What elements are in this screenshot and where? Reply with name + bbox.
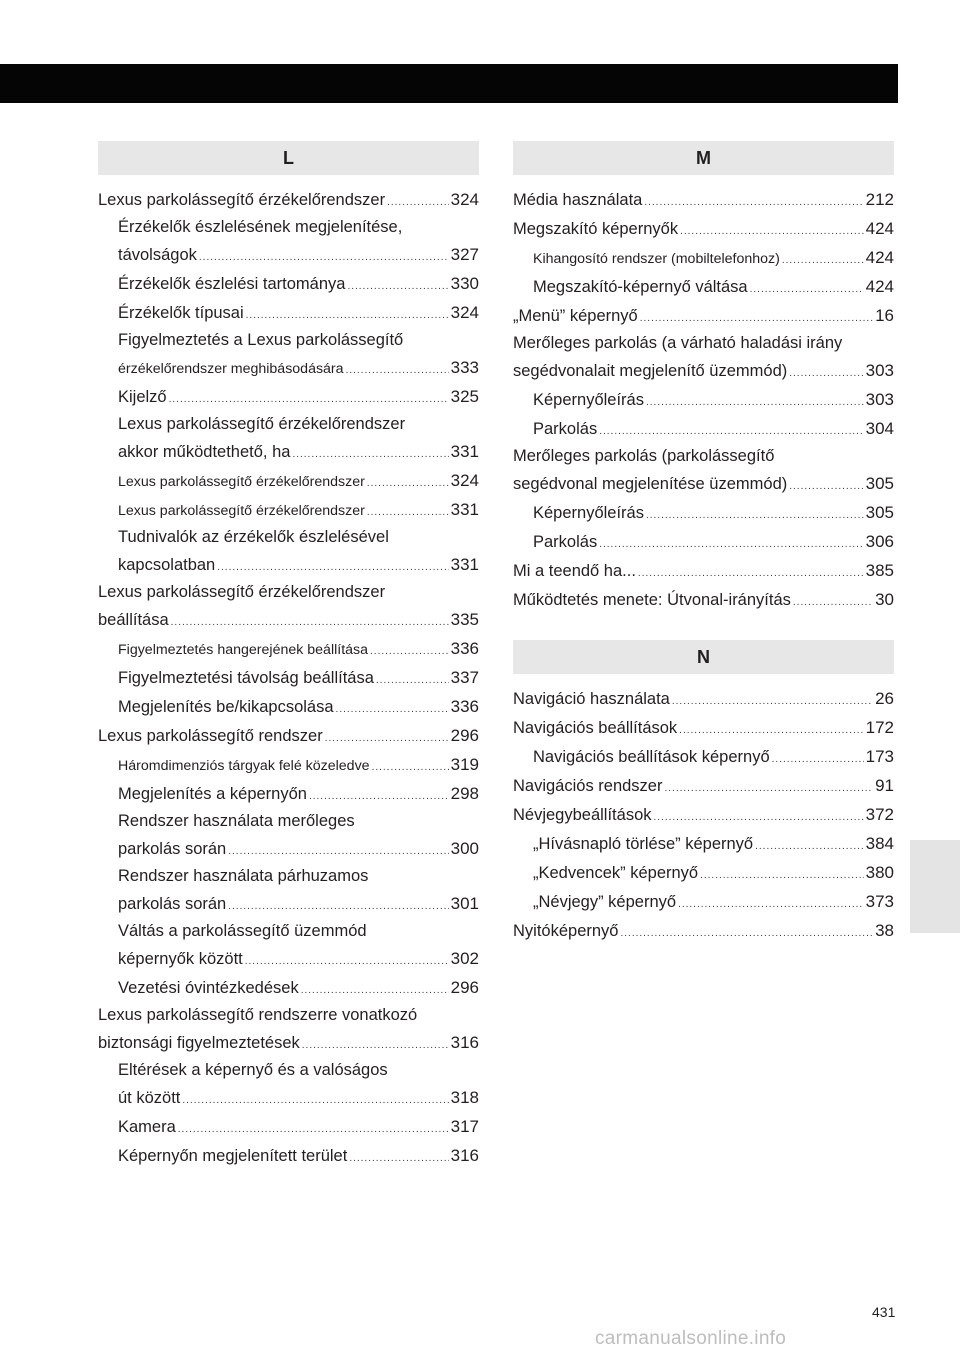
index-subentry [98, 298, 479, 327]
entry-page-number: 424 [865, 277, 894, 296]
entry-page-number: 303 [865, 361, 894, 380]
leader-dots [370, 637, 449, 666]
entry-page-number: 306 [865, 532, 894, 551]
leader-dots [789, 359, 863, 388]
index-entry [98, 721, 479, 750]
leader-dots [599, 417, 863, 446]
entry-page-number: 327 [450, 245, 479, 264]
entry-row [118, 1083, 479, 1112]
entry-text-line: Eltérések a képernyő és a valóságos [118, 1061, 388, 1079]
entry-row [118, 944, 479, 973]
index-subentry [98, 1112, 479, 1141]
entry-page-number: 38 [875, 921, 894, 940]
top-header-bar [0, 64, 898, 103]
index-entry [513, 214, 894, 243]
entry-page-number: 330 [450, 274, 479, 293]
entry-page-number: 173 [865, 747, 894, 766]
entry-label: Média használata [513, 191, 643, 209]
leader-dots [387, 188, 449, 217]
entry-page-number: 91 [875, 776, 894, 795]
entry-row [118, 634, 479, 663]
entry-text-line: Lexus parkolássegítő érzékelőrendszer [118, 415, 406, 433]
entry-label: parkolás során [118, 840, 227, 858]
leader-dots [346, 356, 449, 385]
entry-page-number: 324 [450, 190, 479, 209]
entry-label: képernyők között [118, 950, 243, 968]
entry-label: Navigáció használata [513, 690, 670, 708]
index-subentry [98, 524, 479, 579]
leader-dots [654, 803, 864, 832]
entry-text-line: Váltás a parkolássegítő üzemmód [118, 922, 367, 940]
entry-label: Parkolás [533, 533, 598, 551]
entry-label: biztonsági figyelmeztetések [98, 1034, 300, 1052]
entry-label: kapcsolatban [118, 556, 216, 574]
entry-label: Parkolás [533, 420, 598, 438]
letter-header-l: L [98, 141, 479, 175]
index-entry [513, 771, 894, 800]
entry-label: Kihangosító rendszer (mobiltelefonhoz) [533, 251, 780, 267]
entry-row [533, 887, 894, 916]
entry-row [98, 1028, 479, 1057]
leader-dots [309, 782, 449, 811]
entry-page-number: 212 [865, 190, 894, 209]
index-entry [98, 185, 479, 214]
entry-row [118, 437, 479, 466]
leader-dots [793, 588, 873, 617]
leader-dots [245, 947, 449, 976]
entry-page-number: 331 [450, 442, 479, 461]
index-entry [98, 1002, 479, 1057]
index-subentry [513, 742, 894, 771]
entry-page-number: 337 [450, 668, 479, 687]
entry-row [513, 585, 894, 614]
leader-dots [169, 385, 449, 414]
index-subentry [98, 269, 479, 298]
entry-label: Figyelmeztetési távolság beállítása [118, 669, 374, 687]
entry-page-number: 331 [450, 500, 479, 519]
index-subentry [98, 750, 479, 779]
entry-row [533, 272, 894, 301]
entry-label: Nyitóképernyő [513, 922, 619, 940]
index-subentry [98, 663, 479, 692]
entry-page-number: 30 [875, 590, 894, 609]
entry-row [513, 771, 894, 800]
entry-row [513, 713, 894, 742]
entry-label: „Hívásnapló törlése” képernyő [533, 835, 754, 853]
letter-header-n: N [513, 640, 894, 674]
entry-row [513, 356, 894, 385]
entry-label: Navigációs beállítások [513, 719, 678, 737]
entry-label: Megjelenítés a képernyőn [118, 785, 307, 803]
index-subentry [98, 918, 479, 973]
watermark: carmanualsonline.info [595, 1328, 787, 1349]
entry-row [98, 605, 479, 634]
entry-label: Megszakító-képernyő váltása [533, 278, 748, 296]
entry-label: Kijelző [118, 388, 167, 406]
index-subentry [98, 382, 479, 411]
leader-dots [301, 976, 449, 1005]
index-subentry [513, 829, 894, 858]
entry-row [118, 750, 479, 779]
entry-label: parkolás során [118, 895, 227, 913]
leader-dots [679, 716, 863, 745]
leader-dots [700, 861, 864, 890]
entry-row [118, 889, 479, 918]
entry-text-line: Lexus parkolássegítő rendszerre vonatkozó [98, 1006, 418, 1024]
leader-dots [325, 724, 449, 753]
entry-row [118, 692, 479, 721]
index-subentry [98, 495, 479, 524]
index-subentry [513, 858, 894, 887]
index-entry [513, 585, 894, 614]
entry-page-number: 172 [865, 718, 894, 737]
entry-label: Háromdimenziós tárgyak felé közeledve [118, 758, 370, 774]
index-subentry [513, 243, 894, 272]
index-subentry [98, 973, 479, 1002]
page-number: 431 [872, 1304, 896, 1320]
index-entry [513, 916, 894, 945]
entry-row [118, 663, 479, 692]
entry-page-number: 317 [450, 1117, 479, 1136]
entry-row [533, 385, 894, 414]
index-subentry [513, 498, 894, 527]
leader-dots [680, 217, 864, 246]
entry-page-number: 316 [450, 1146, 479, 1165]
index-entry [513, 301, 894, 330]
entry-label: érzékelőrendszer meghibásodására [118, 361, 344, 377]
leader-dots [178, 1115, 449, 1144]
index-subentry [98, 634, 479, 663]
entry-label: „Menü” képernyő [513, 307, 638, 325]
entry-label: út között [118, 1089, 181, 1107]
index-subentry [98, 808, 479, 863]
entry-label: Képernyőn megjelenített terület [118, 1147, 348, 1165]
entry-label: Lexus parkolássegítő rendszer [98, 727, 323, 745]
entry-page-number: 324 [450, 303, 479, 322]
leader-dots [336, 695, 449, 724]
entry-page-number: 316 [450, 1033, 479, 1052]
leader-dots [646, 501, 864, 530]
index-entry [513, 684, 894, 713]
entry-row [118, 550, 479, 579]
leader-dots [171, 608, 449, 637]
entry-page-number: 331 [450, 555, 479, 574]
leader-dots [599, 530, 863, 559]
entry-row [118, 240, 479, 269]
leader-dots [646, 388, 864, 417]
index-entry [513, 556, 894, 585]
entry-label: Mi a teendő ha... [513, 562, 636, 580]
entry-page-number: 16 [875, 306, 894, 325]
entry-label: Képernyőleírás [533, 391, 644, 409]
entry-row [513, 800, 894, 829]
entry-label: segédvonal megjelenítése üzemmód) [513, 475, 788, 493]
entry-label: Névjegybeállítások [513, 806, 652, 824]
index-subentry [98, 327, 479, 382]
leader-dots [789, 472, 863, 501]
leader-dots [638, 559, 864, 588]
entry-page-number: 372 [865, 805, 894, 824]
leader-dots [349, 1144, 448, 1173]
leader-dots [644, 188, 863, 217]
entry-row [513, 469, 894, 498]
index-subentry [98, 1141, 479, 1170]
entry-page-number: 301 [450, 894, 479, 913]
entry-text-line: Lexus parkolássegítő érzékelőrendszer [98, 583, 386, 601]
entry-page-number: 305 [865, 503, 894, 522]
entry-page-number: 26 [875, 689, 894, 708]
entry-label: Érzékelők típusai [118, 304, 244, 322]
entry-row [118, 1141, 479, 1170]
index-subentry [513, 887, 894, 916]
entry-label: Megszakító képernyők [513, 220, 679, 238]
entry-row [118, 1112, 479, 1141]
entry-page-number: 302 [450, 949, 479, 968]
entry-label: Navigációs beállítások képernyő [533, 748, 770, 766]
index-subentry [513, 272, 894, 301]
leader-dots [376, 666, 449, 695]
entry-label: akkor működtethető, ha [118, 443, 291, 461]
entry-row [118, 269, 479, 298]
entry-page-number: 296 [450, 978, 479, 997]
entry-text-line: Merőleges parkolás (parkolássegítő [513, 447, 775, 465]
entry-page-number: 319 [450, 755, 479, 774]
leader-dots [246, 301, 449, 330]
entry-row [118, 382, 479, 411]
entry-row [533, 829, 894, 858]
section-thumb-tab [910, 840, 960, 933]
leader-dots [199, 243, 449, 272]
entry-row [118, 779, 479, 808]
leader-dots [672, 687, 873, 716]
entry-row [98, 185, 479, 214]
leader-dots [228, 837, 448, 866]
index-entry [98, 579, 479, 634]
index-entry [513, 185, 894, 214]
entry-row [533, 858, 894, 887]
index-subentry [98, 214, 479, 269]
entry-page-number: 380 [865, 863, 894, 882]
index-column-left [98, 141, 479, 1170]
entry-page-number: 333 [450, 358, 479, 377]
entry-label: segédvonalait megjelenítő üzemmód) [513, 362, 788, 380]
index-subentry [513, 527, 894, 556]
entry-label: „Kedvencek” képernyő [533, 864, 699, 882]
index-subentry [98, 692, 479, 721]
entry-row [533, 498, 894, 527]
entry-label: Érzékelők észlelési tartománya [118, 275, 346, 293]
entry-label: Lexus parkolássegítő érzékelőrendszer [118, 503, 365, 519]
entry-label: távolságok [118, 246, 197, 264]
leader-dots [217, 553, 448, 582]
leader-dots [678, 890, 864, 919]
leader-dots [182, 1086, 448, 1115]
entry-label: „Névjegy” képernyő [533, 893, 677, 911]
entry-row [118, 973, 479, 1002]
leader-dots [372, 753, 449, 782]
entry-row [118, 834, 479, 863]
entry-row [513, 684, 894, 713]
leader-dots [292, 440, 448, 469]
leader-dots [620, 919, 873, 948]
entry-page-number: 335 [450, 610, 479, 629]
entry-label: Vezetési óvintézkedések [118, 979, 299, 997]
entry-row [118, 495, 479, 524]
entry-text-line: Rendszer használata merőleges [118, 812, 355, 830]
entry-label: Megjelenítés be/kikapcsolása [118, 698, 334, 716]
entry-row [118, 298, 479, 327]
index-entry [513, 800, 894, 829]
entry-row [118, 466, 479, 495]
entry-page-number: 325 [450, 387, 479, 406]
entry-text-line: Érzékelők észlelésének megjelenítése, [118, 218, 403, 236]
entry-page-number: 303 [865, 390, 894, 409]
entry-page-number: 424 [865, 248, 894, 267]
entry-page-number: 296 [450, 726, 479, 745]
leader-dots [772, 745, 864, 774]
entry-page-number: 424 [865, 219, 894, 238]
entry-page-number: 298 [450, 784, 479, 803]
leader-dots [367, 469, 449, 498]
index-subentry [98, 863, 479, 918]
index-column-right [513, 141, 894, 945]
entry-row [513, 916, 894, 945]
index-entry [513, 330, 894, 385]
entry-row [533, 527, 894, 556]
entry-label: Képernyőleírás [533, 504, 644, 522]
entry-row [533, 742, 894, 771]
letter-header-m: M [513, 141, 894, 175]
index-entry [513, 713, 894, 742]
entry-page-number: 384 [865, 834, 894, 853]
entry-page-number: 305 [865, 474, 894, 493]
index-subentry [513, 385, 894, 414]
entry-page-number: 385 [865, 561, 894, 580]
entry-page-number: 300 [450, 839, 479, 858]
entry-label: Kamera [118, 1118, 176, 1136]
entry-text-line: Tudnivalók az érzékelők észlelésével [118, 528, 389, 546]
entry-page-number: 336 [450, 639, 479, 658]
index-subentry [98, 1057, 479, 1112]
leader-dots [347, 272, 448, 301]
index-entry [513, 443, 894, 498]
entry-label: beállítása [98, 611, 169, 629]
entry-page-number: 373 [865, 892, 894, 911]
entry-row [533, 243, 894, 272]
index-subentry [513, 414, 894, 443]
section-gap [513, 614, 894, 640]
entry-row [533, 414, 894, 443]
entry-row [513, 556, 894, 585]
entry-page-number: 336 [450, 697, 479, 716]
index-subentry [98, 779, 479, 808]
entry-row [98, 721, 479, 750]
entry-label: Lexus parkolássegítő érzékelőrendszer [98, 191, 386, 209]
entry-label: Figyelmeztetés hangerejének beállítása [118, 642, 369, 658]
leader-dots [640, 304, 873, 333]
entry-label: Működtetés menete: Útvonal-irányítás [513, 591, 791, 609]
entry-page-number: 324 [450, 471, 479, 490]
leader-dots [367, 498, 449, 527]
entry-row [513, 214, 894, 243]
leader-dots [755, 832, 864, 861]
entry-row [513, 301, 894, 330]
entry-row [118, 353, 479, 382]
index-subentry [98, 411, 479, 466]
entry-text-line: Rendszer használata párhuzamos [118, 867, 369, 885]
leader-dots [302, 1031, 449, 1060]
entry-page-number: 318 [450, 1088, 479, 1107]
leader-dots [750, 275, 864, 304]
entry-label: Navigációs rendszer [513, 777, 663, 795]
entry-text-line: Merőleges parkolás (a várható haladási irány [513, 334, 843, 352]
entry-row [513, 185, 894, 214]
leader-dots [664, 774, 873, 803]
leader-dots [782, 246, 864, 275]
index-subentry [98, 466, 479, 495]
leader-dots [228, 892, 448, 921]
entry-page-number: 304 [865, 419, 894, 438]
entry-text-line: Figyelmeztetés a Lexus parkolássegítő [118, 331, 404, 349]
entry-label: Lexus parkolássegítő érzékelőrendszer [118, 474, 365, 490]
